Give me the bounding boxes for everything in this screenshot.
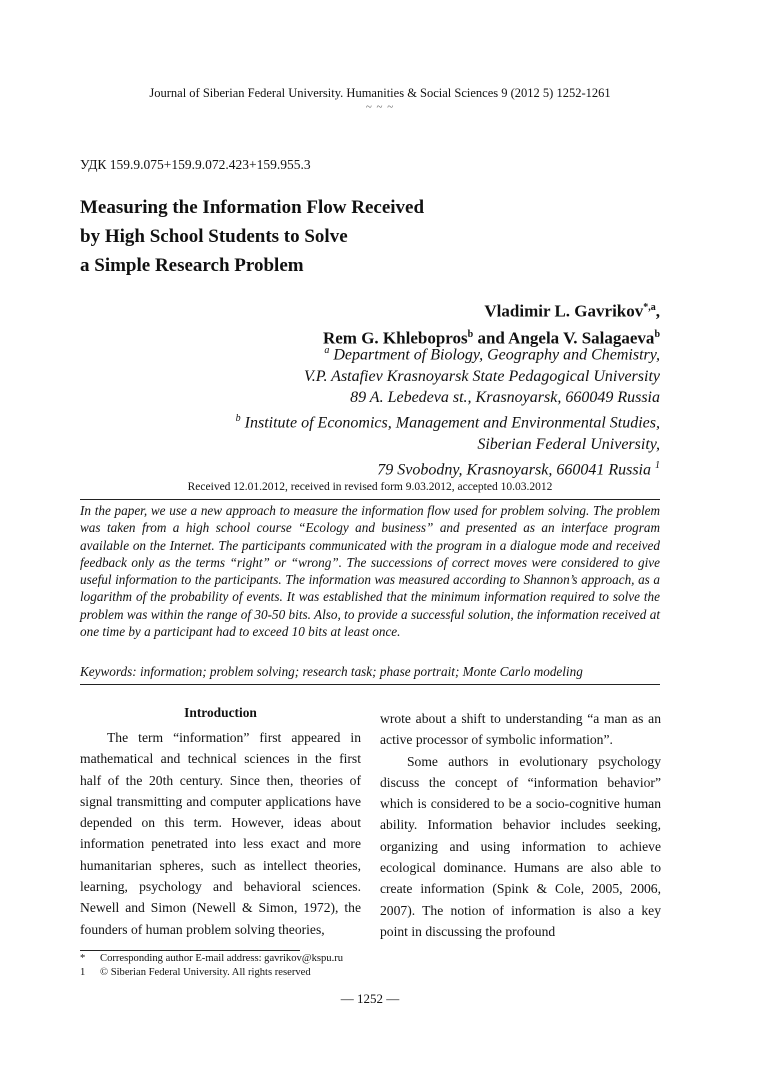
affiliation-b-line-1: Institute of Economics, Management and Environmental Studies, xyxy=(240,414,660,432)
intro-paragraph-1: The term “information” first appeared in mathematical and technical sciences in the first half of the 20th century. Since then, theories of signal transmitting and computer applications have depended on this term. However, ideas about information penetrated into less exact and more humanitarian spheres, such as intellect theories, learning, psychology and behavioral sciences. Newell and Simon (Newell & Simon, 1972), the founders of human problem solving theories, xyxy=(80,730,361,937)
abstract-top-rule xyxy=(80,499,660,500)
author-gavrikov-affil: *,a xyxy=(643,302,656,313)
author-khlebopros-affil: b xyxy=(467,328,474,340)
left-column xyxy=(80,705,361,940)
affiliation-a-line-3: 89 A. Lebedeva st., Krasnoyarsk, 660049 Russia xyxy=(350,388,660,406)
udk-code: УДК 159.9.075+159.9.072.423+159.955.3 xyxy=(80,157,311,172)
section-heading-introduction: Introduction xyxy=(184,705,257,720)
footnote-copyright xyxy=(80,967,311,978)
affiliation-b-footnote-mark: 1 xyxy=(655,460,660,472)
title-line-2: by High School Students to Solve xyxy=(80,226,348,247)
author-separator: , xyxy=(655,301,660,321)
affiliation-a-line-2: V.P. Astafiev Krasnoyarsk State Pedagogical University xyxy=(304,367,660,385)
intro-paragraph-2: Some authors in evolutionary psychology discuss the concept of “information behavior” which is considered to be a socio-cognitive human ability. Information behavior includes seeking, organizing and using information to achieve ecological dominance. Humans are also able to create information (Spink & Cole, 2005, 2006, 2007). The notion of information is also a key point in discussing the profound xyxy=(380,753,661,939)
abstract-text: In the paper, we use a new approach to measure the information flow used for problem solving. The problem was taken from a high school course “Ecology and business” and presented as an interface program available on the Internet. The participants communicated with the program in a dialogue mode and received feedback only as the terms “right” or “wrong”. The successions of correct moves were considered to give useful information to the participants. The information was measured according to Shannon’s approach, as a logarithm of the probability of events. It was established that the minimum information required to solve the problem was within the range of 30-50 bits. Also, to provide a successful solution, the information received at one time by a participant had to exceed 10 bits at least once. xyxy=(80,503,660,640)
footnote-copyright-text: © Siberian Federal University. All rights reserved xyxy=(100,967,311,978)
title-line-1: Measuring the Information Flow Received xyxy=(80,197,425,218)
affiliations xyxy=(60,340,660,481)
author-khlebopros: Rem G. Khlebopros xyxy=(322,328,468,348)
journal-header: Journal of Siberian Federal University. Humanities & Social Sciences 9 (2012 5) 1252-1261 xyxy=(149,86,611,100)
footnote-rule xyxy=(80,950,300,951)
author-salagaeva: and Angela V. Salagaeva xyxy=(473,328,655,348)
right-column xyxy=(380,708,661,942)
intro-paragraph-1-continued: wrote about a shift to understanding “a man as an active processor of symbolic information”. xyxy=(380,711,661,748)
affiliation-b-line-3: 79 Svobodny, Krasnoyarsk, 660041 Russia xyxy=(377,461,655,479)
footnote-mark-asterisk: * xyxy=(80,953,86,964)
footnote-mark-1: 1 xyxy=(80,967,86,978)
keywords: Keywords: information; problem solving; research task; phase portrait; Monte Carlo modeling xyxy=(80,664,583,679)
affiliation-a-line-1: Department of Biology, Geography and Chemistry, xyxy=(329,346,660,364)
title-line-3: a Simple Research Problem xyxy=(80,255,304,276)
affiliation-a-mark: a xyxy=(324,345,330,356)
author-salagaeva-affil: b xyxy=(654,328,660,340)
affiliation-b-mark: b xyxy=(235,413,241,425)
footnote-corresponding xyxy=(80,953,343,964)
received-dates: Received 12.01.2012, received in revised form 9.03.2012, accepted 10.03.2012 xyxy=(187,481,553,493)
paper-title xyxy=(80,193,540,280)
page-number: — 1252 — xyxy=(340,991,400,1006)
affiliation-b-line-2: Siberian Federal University, xyxy=(477,435,660,453)
author-gavrikov: Vladimir L. Gavrikov xyxy=(484,301,644,321)
footnote-corresponding-text: Corresponding author E-mail address: gavrikov@kspu.ru xyxy=(100,953,344,964)
abstract-bottom-rule xyxy=(80,684,660,685)
header-ornament: ~ ~ ~ xyxy=(365,101,395,113)
